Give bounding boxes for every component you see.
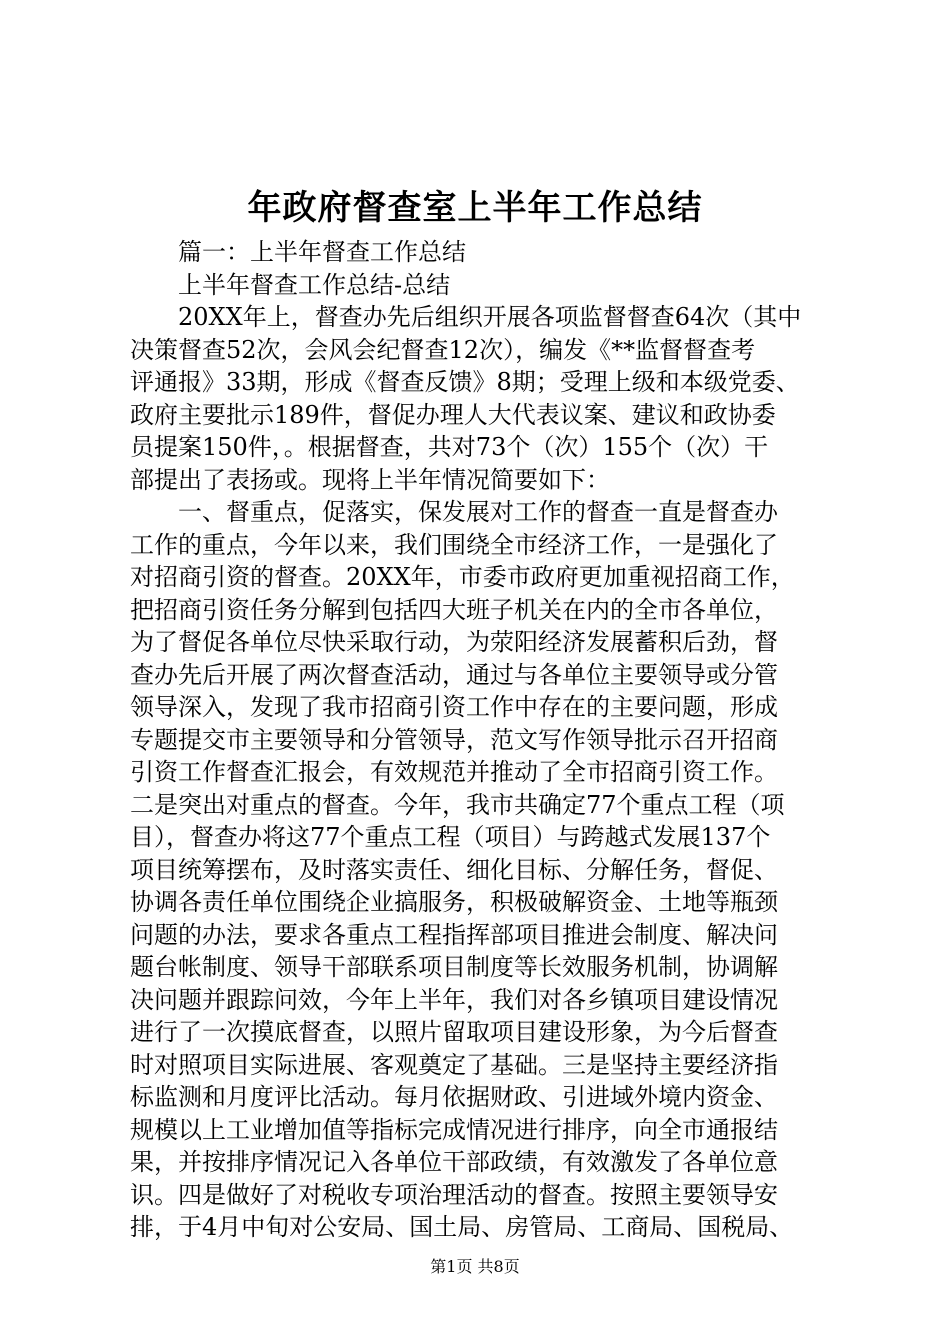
text-line: 引资工作督查汇报会，有效规范并推动了全市招商引资工作。 — [130, 758, 778, 786]
text-line: 查办先后开展了两次督查活动，通过与各单位主要领导或分管 — [130, 660, 778, 689]
text-line: 上半年督查工作总结-总结 — [178, 270, 451, 299]
text-line: 识。四是做好了对税收专项治理活动的督查。按照主要领导安 — [130, 1180, 778, 1209]
text-line: 决问题并跟踪问效，今年上半年，我们对各乡镇项目建设情况 — [130, 985, 778, 1014]
text-line: 把招商引资任务分解到包括四大班子机关在内的全市各单位， — [130, 595, 778, 624]
text-line: 篇一：上半年督查工作总结 — [178, 238, 466, 266]
text-line: 进行了一次摸底督查，以照片留取项目建设形象，为今后督查 — [130, 1018, 778, 1046]
text-line: 项目统筹摆布，及时落实责任、细化目标、分解任务，督促、 — [130, 855, 778, 884]
text-line: 20XX年上，督查办先后组织开展各项监督督查64次（其中 — [178, 303, 802, 331]
text-line: 二是突出对重点的督查。今年，我市共确定77个重点工程（项 — [130, 790, 785, 819]
text-line: 员提案150件，。根据督查，共对73个（次）155个（次）干 — [130, 433, 769, 461]
text-line: 对招商引资的督查。20XX年，市委市政府更加重视招商工作， — [130, 563, 795, 591]
text-line: 专题提交市主要领导和分管领导，范文写作领导批示召开招商 — [130, 725, 778, 754]
text-line: 果，并按排序情况记入各单位干部政绩，有效激发了各单位意 — [130, 1148, 778, 1176]
text-line: 一、督重点，促落实，保发展对工作的督查一直是督查办 — [178, 498, 778, 526]
text-line: 评通报》33期，形成《督查反馈》8期；受理上级和本级党委、 — [130, 368, 800, 396]
text-line: 问题的办法，要求各重点工程指挥部项目推进会制度、解决问 — [130, 920, 778, 949]
page-footer: 第1页 共8页 — [430, 1257, 520, 1276]
text-line: 决策督查52次，会风会纪督查12次），编发《**监督督查考 — [130, 335, 756, 364]
text-line: 题台帐制度、领导干部联系项目制度等长效服务机制，协调解 — [130, 953, 778, 981]
document-body — [130, 236, 830, 1244]
text-line: 部提出了表扬或。现将上半年情况简要如下： — [130, 465, 610, 494]
text-line: 排，于4月中旬对公安局、国土局、房管局、工商局、国税局、 — [130, 1213, 794, 1241]
text-line: 领导深入，发现了我市招商引资工作中存在的主要问题，形成 — [130, 693, 778, 721]
text-line: 政府主要批示189件，督促办理人大代表议案、建议和政协委 — [130, 400, 776, 429]
text-line: 为了督促各单位尽快采取行动，为荥阳经济发展蓄积后劲，督 — [130, 628, 778, 656]
text-line: 时对照项目实际进展、客观奠定了基础。三是坚持主要经济指 — [130, 1050, 778, 1079]
text-line: 标监测和月度评比活动。每月依据财政、引进域外境内资金、 — [130, 1083, 778, 1111]
text-line: 协调各责任单位围绕企业搞服务，积极破解资金、土地等瓶颈 — [130, 888, 778, 916]
text-line: 规模以上工业增加值等指标完成情况进行排序，向全市通报结 — [130, 1115, 778, 1144]
document-title: 年政府督查室上半年工作总结 — [247, 188, 703, 228]
text-line: 工作的重点，今年以来，我们围绕全市经济工作，一是强化了 — [130, 530, 778, 559]
text-line: 目），督查办将这77个重点工程（项目）与跨越式发展137个 — [130, 823, 771, 851]
